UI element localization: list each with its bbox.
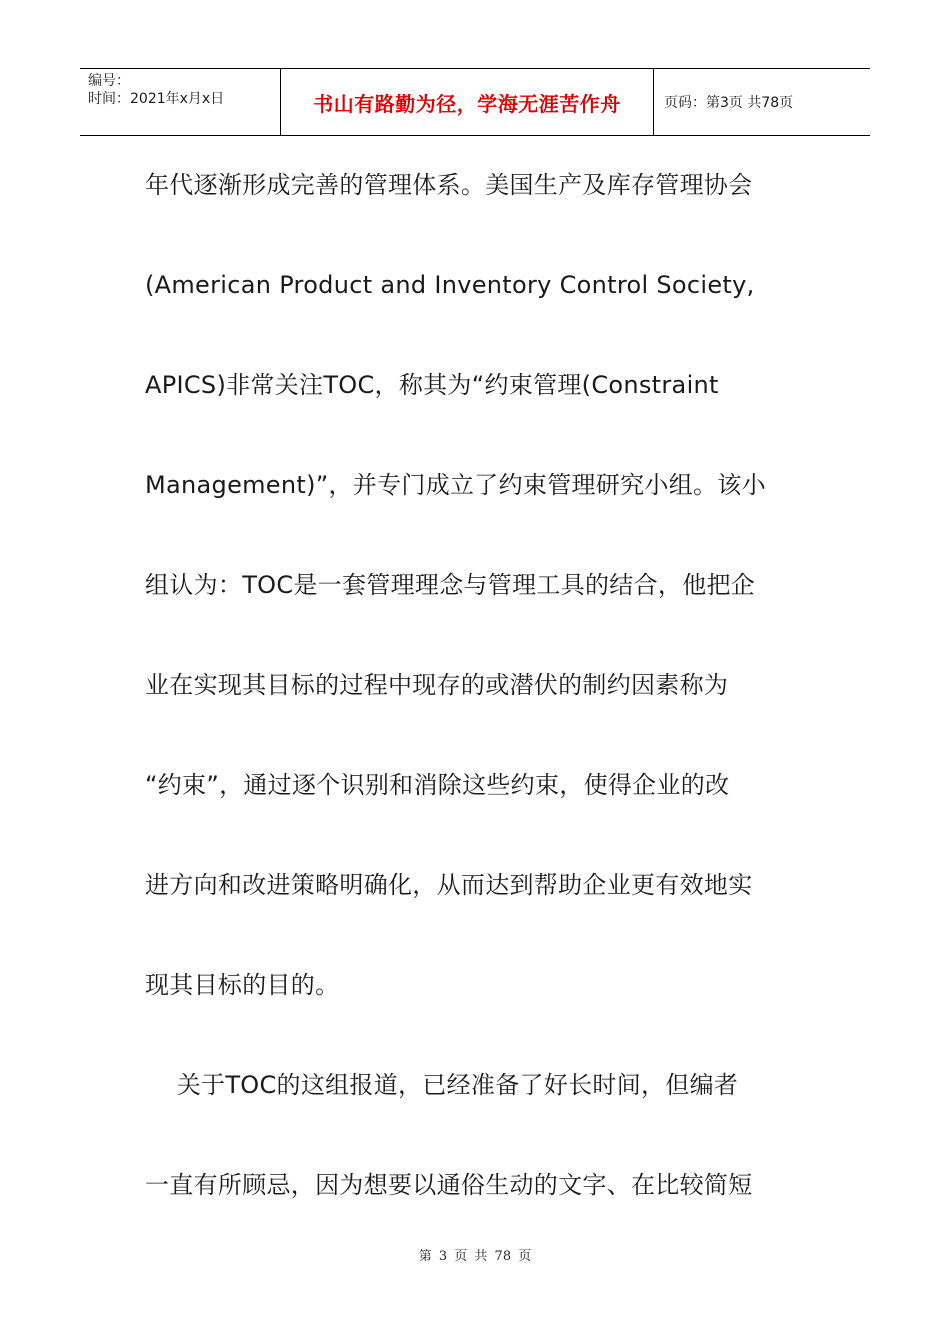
body-line: APICS)非常关注TOC，称其为“约束管理(Constraint	[145, 371, 719, 399]
body-line: 现其目标的目的。	[145, 971, 340, 999]
body-line: 进方向和改进策略明确化，从而达到帮助企业更有效地实	[145, 871, 753, 899]
page-header	[80, 68, 870, 136]
body-line: 业在实现其目标的过程中现存的或潜伏的制约因素称为	[145, 671, 729, 699]
header-meta-cell	[80, 69, 281, 135]
header-motto-cell	[281, 69, 654, 135]
document-body	[145, 160, 805, 1260]
body-line: 年代逐渐形成完善的管理体系。美国生产及库存管理协会	[145, 171, 753, 199]
serial-number-label: 编号：	[88, 73, 130, 89]
date-label: 时间：2021年x月x日	[88, 91, 225, 107]
body-line: 组认为：TOC是一套管理理念与管理工具的结合，他把企	[145, 571, 756, 599]
body-line: “约束”，通过逐个识别和消除这些约束，使得企业的改	[145, 771, 730, 799]
body-line: 一直有所顾忌，因为想要以通俗生动的文字、在比较简短	[145, 1171, 753, 1199]
body-line: Management)”，并专门成立了约束管理研究小组。该小	[145, 471, 766, 499]
page-info: 页码：第3页 共78页	[664, 95, 794, 111]
body-line: (American Product and Inventory Control Society,	[145, 271, 755, 299]
header-page-cell	[654, 69, 870, 135]
body-line: 关于TOC的这组报道，已经准备了好长时间，但编者	[145, 1071, 739, 1099]
motto-text: 书山有路勤为径，学海无涯苦作舟	[313, 91, 621, 116]
page-footer: 第 3 页 共 78 页	[418, 1249, 532, 1264]
